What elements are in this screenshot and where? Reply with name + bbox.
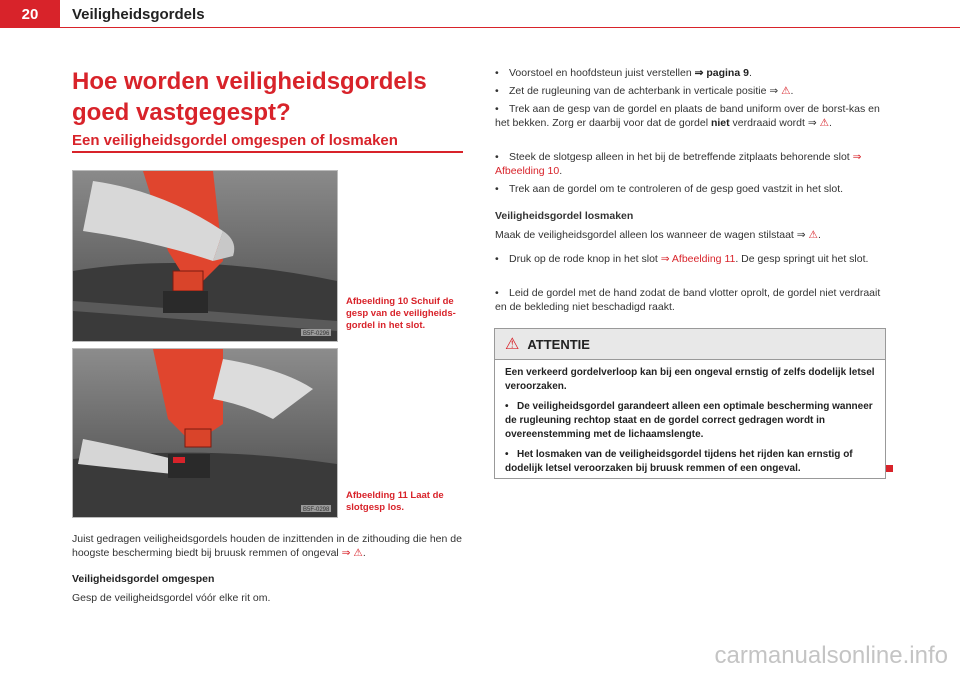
figure-11-photo — [72, 348, 338, 518]
release-text: Maak de veiligheidsgordel alleen los wanneer de wagen stilstaat ⇒ ⚠. — [495, 229, 821, 241]
warning-link[interactable]: ⇒ ⚠ — [796, 229, 818, 241]
figure-10-code: B5F-0296 — [303, 331, 330, 337]
warning-link[interactable]: ⇒ ⚠ — [341, 547, 363, 559]
warning-bullet: • Het losmaken van de veiligheidsgordel tijdens het rijden kan ernstig of dodelijk letsel veroorzaken bij bruusk remmen of een ongeval. — [505, 449, 853, 474]
figure-10-photo — [72, 170, 338, 342]
running-header: Veiligheidsgordels — [72, 6, 205, 23]
section-title: Een veiligheidsgordel omgespen of losmaken — [72, 132, 398, 149]
intro-paragraph: Juist gedragen veiligheidsgordels houden de inzittenden in de zithouding die hen de hoogste bescherming biedt bij bruusk remmen of ongeval ⇒ ⚠. — [72, 533, 462, 559]
page-title: Hoe worden veiligheidsgordels goed vastgegespt? — [72, 68, 427, 126]
warning-body — [495, 360, 885, 488]
section-rule — [72, 151, 463, 153]
warning-icon: ⚠ — [808, 229, 818, 241]
list-item: • Trek aan de gordel om te controleren of de gesp goed vastzit in het slot. — [495, 183, 844, 195]
warning-title: ATTENTIE — [527, 336, 590, 352]
watermark: carmanualsonline.info — [714, 642, 948, 669]
warning-bullet: • De veiligheidsgordel garandeert alleen een optimale bescherming wanneer de rugleuning rechtop staat en de gordel correct gedragen wordt in overeenstemming met de lichaamslengte. — [505, 401, 873, 440]
header-rule — [60, 27, 960, 28]
warning-icon: ⚠ — [819, 117, 829, 129]
warning-icon: ⚠ — [781, 85, 791, 97]
section-end-marker — [886, 465, 893, 472]
warning-triangle-icon: ⚠ — [505, 336, 520, 353]
warning-header — [495, 329, 885, 360]
list-item: • Trek aan de gesp van de gordel en plaats de band uniform over de borst-kas en het bekken. Zorg er daarbij voor dat de gordel niet verdraaid wordt ⇒ ⚠. — [495, 103, 880, 129]
fasten-heading: Veiligheidsgordel omgespen — [72, 573, 215, 585]
fasten-text: Gesp de veiligheidsgordel vóór elke rit om. — [72, 592, 271, 604]
warning-paragraph: Een verkeerd gordelverloop kan bij een ongeval ernstig of zelfs dodelijk letsel veroorzaken. — [505, 367, 875, 392]
page-number: 20 — [0, 0, 60, 28]
figure-11-code: B5F-0298 — [303, 507, 330, 513]
warning-link[interactable]: ⇒ ⚠ — [807, 117, 829, 129]
warning-box — [494, 328, 886, 479]
list-item: • Steek de slotgesp alleen in het bij de betreffende zitplaats behorende slot ⇒ Afbeelding 10. — [495, 151, 862, 177]
list-item: • Voorstoel en hoofdsteun juist verstellen ⇒ pagina 9. — [495, 67, 752, 79]
figure-11-link[interactable]: ⇒ Afbeelding 11 — [660, 253, 736, 265]
figure-10-link[interactable]: ⇒ Afbeelding 10 — [495, 151, 862, 177]
page-link[interactable]: ⇒ pagina 9 — [694, 67, 749, 79]
list-item: • Druk op de rode knop in het slot ⇒ Afbeelding 11. De gesp springt uit het slot. — [495, 253, 869, 265]
warning-link[interactable]: ⇒ ⚠ — [769, 85, 791, 97]
release-heading: Veiligheidsgordel losmaken — [495, 210, 634, 222]
warning-icon: ⚠ — [353, 547, 363, 559]
list-item: • Leid de gordel met de hand zodat de band vlotter oprolt, de gordel niet verdraait en de bekleding niet beschadigd raakt. — [495, 287, 881, 313]
figure-10-caption: Afbeelding 10 Schuif de gesp van de veiligheids-gordel in het slot. — [346, 296, 456, 331]
figure-11-caption: Afbeelding 11 Laat de slotgesp los. — [346, 490, 444, 513]
list-item: • Zet de rugleuning van de achterbank in verticale positie ⇒ ⚠. — [495, 85, 794, 97]
